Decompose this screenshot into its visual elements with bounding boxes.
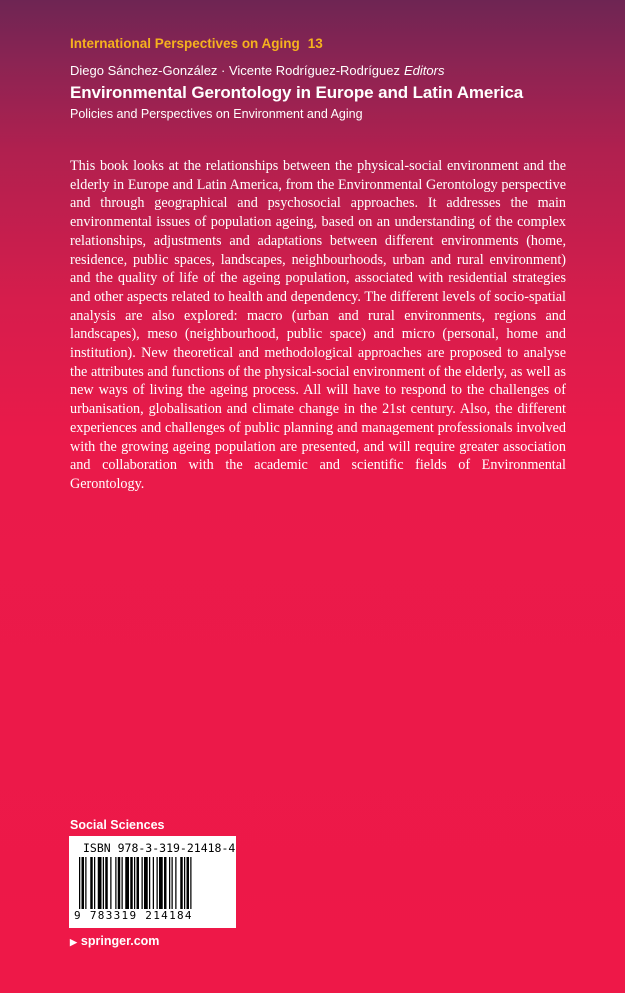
barcode-bar	[82, 857, 85, 909]
book-title: Environmental Gerontology in Europe and Latin America	[70, 83, 524, 102]
website-link[interactable]	[70, 934, 159, 948]
barcode-bar	[157, 857, 158, 909]
editors-line	[70, 63, 444, 78]
editors-role: Editors	[404, 63, 445, 78]
book-subtitle: Policies and Perspectives on Environment and Aging	[70, 107, 363, 121]
barcode-bar	[98, 857, 102, 909]
barcode-bar	[142, 857, 143, 909]
barcode-bar	[175, 857, 176, 909]
barcode-bar	[144, 857, 148, 909]
barcode-bar	[137, 857, 140, 909]
barcode-bar	[105, 857, 108, 909]
barcode-bar	[79, 857, 80, 909]
barcode-bar	[187, 857, 190, 909]
barcode-bar	[85, 857, 86, 909]
barcode-bar	[190, 857, 191, 909]
barcode-bar	[134, 857, 135, 909]
barcode-bar	[90, 857, 93, 909]
barcode-bar	[180, 857, 183, 909]
website-url: springer.com	[80, 934, 160, 948]
barcode-bar	[169, 857, 170, 909]
series-title	[70, 36, 323, 51]
barcode-bar	[149, 857, 150, 909]
series-name: International Perspectives on Aging	[70, 36, 300, 51]
barcode-bar	[172, 857, 173, 909]
editor-names: Diego Sánchez-González · Vicente Rodríguez-Rodríguez	[70, 63, 400, 78]
barcode-bar	[110, 857, 111, 909]
barcode-bar	[103, 857, 104, 909]
barcode-bar	[164, 857, 167, 909]
barcode-bar	[125, 857, 129, 909]
barcode-bar	[159, 857, 163, 909]
subject-category: Social Sciences	[70, 818, 165, 832]
barcode-bar	[115, 857, 116, 909]
barcode-bar	[153, 857, 154, 909]
barcode-bar	[94, 857, 95, 909]
barcode-panel	[69, 836, 236, 928]
isbn-label: ISBN 978-3-319-21418-4	[83, 841, 236, 855]
series-volume: 13	[307, 36, 323, 51]
barcode-bar	[122, 857, 123, 909]
barcode-bar	[130, 857, 133, 909]
barcode	[79, 857, 226, 909]
barcode-bar	[184, 857, 185, 909]
triangle-right-icon: ▶	[70, 937, 77, 947]
barcode-digits: 9 783319 214184	[74, 909, 193, 922]
book-description: This book looks at the relationships between the physical-social environment and the elderly in Europe and Latin America, from the Environmental Gerontology perspective and through geographical and psychosocial approaches. It addresses the main environmental issues of population ageing, based on an understanding of the complex relationships, adjustments and adaptations between different environments (home, residence, public spaces, landscapes, neighbourhoods, urban and rural environment) and the quality of life of the ageing population, associated with residential strategies and other aspects related to health and dependency. The different levels of socio-spatial analysis are also explored: macro (urban and rural environments, regions and landscapes), meso (neighbourhood, public space) and micro (personal, home and institution). New theoretical and methodological approaches are proposed to analyse the attributes and functions of the physical-social environment of the elderly, as well as new ways of living the ageing process. All will have to respond to the challenges of urbanisation, globalisation and climate change in the 21st century. Also, the different experiences and challenges of public planning and management professionals involved with the growing ageing population are presented, and will require greater association and collaboration with the academic and scientific fields of Environmental Gerontology.	[70, 158, 566, 492]
barcode-bar	[118, 857, 121, 909]
